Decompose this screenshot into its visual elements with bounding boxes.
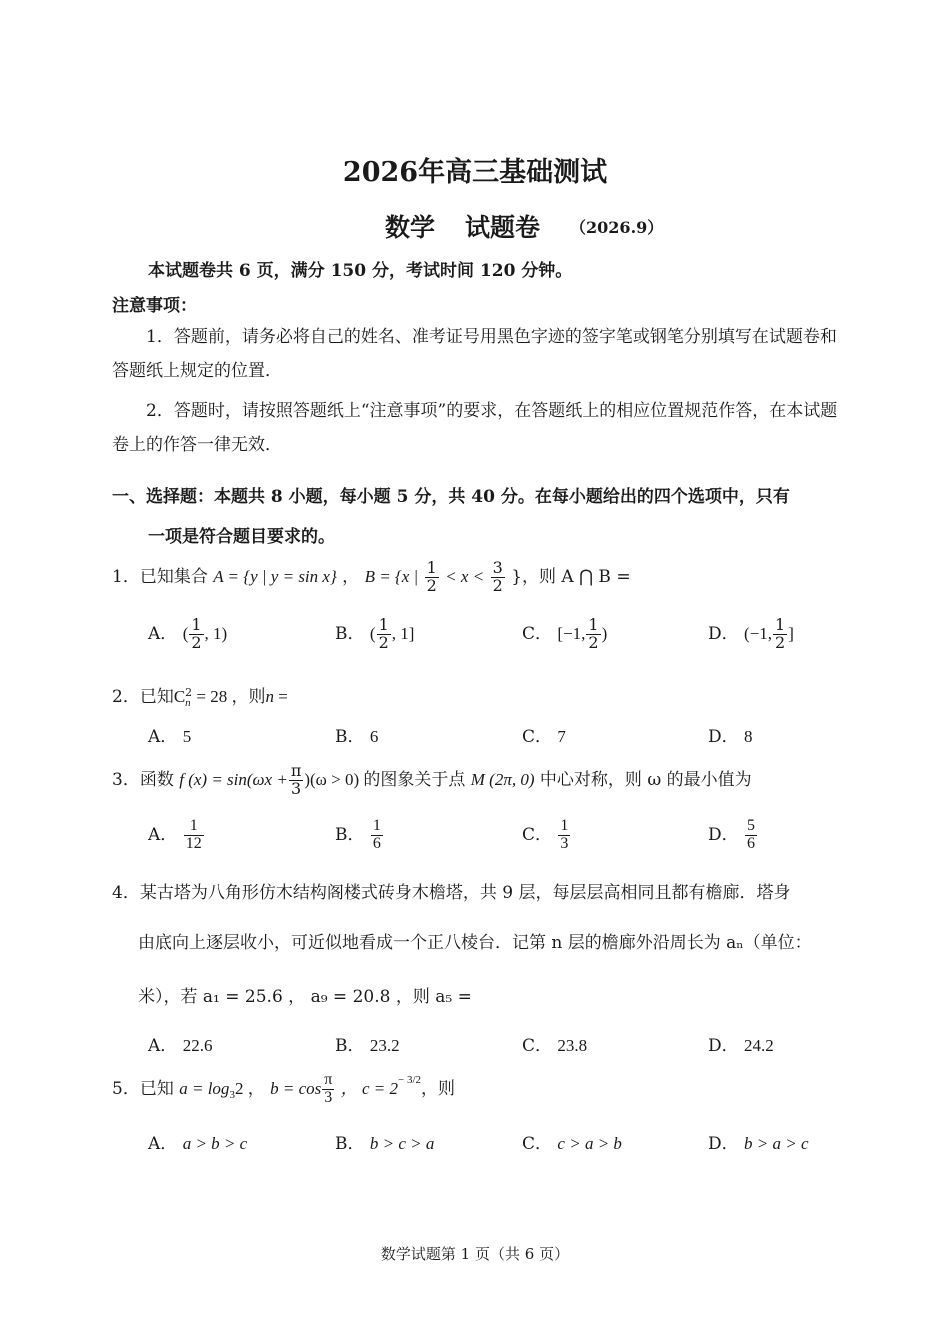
q4-option-b: B． 23.2 [335,1036,400,1056]
exam-date: （2026.9） [570,218,664,237]
q3-option-c: C． $\frac{1}{3}$ [522,817,569,852]
question-5: 5．已知 $a = \log_32$ ， b = cos $\frac{\pi}{3}$ ， $c = 2^{- 3/2}$，则 [112,1071,456,1106]
q2-expr: C [173,687,186,706]
q1-set-a: A = {y | y = sin x} [213,566,337,586]
q1-suffix: }，则 A ⋂ B = [511,566,631,587]
q3-option-a: A． $\frac{1}{12}$ [148,817,202,852]
q5-option-c: C． c > a > b [522,1134,622,1154]
q2-option-c: C． 7 [522,727,566,747]
q1-option-d: D． (−1, $\frac{1}{2}$ ] [708,615,794,652]
q5-c-expr: ， c = 2 [340,1078,398,1098]
section-heading-line2: 一项是符合题目要求的。 [148,527,335,547]
q3-option-d: D． $\frac{5}{6}$ [708,817,756,852]
q1-frac-1: $\frac{1}{2}$ [426,558,437,595]
q4-option-d: D． 24.2 [708,1036,774,1056]
q1-frac-2: $\frac{3}{2}$ [492,558,503,595]
q1-set-b-mid: < x < [445,566,485,586]
q3-option-b: B． $\frac{1}{6}$ [335,817,381,852]
q5-option-b: B． b > c > a [335,1134,435,1154]
q2-option-d: D． 8 [708,727,753,747]
q2-option-b: B． 6 [335,727,379,747]
q4-option-a: A． 22.6 [148,1036,213,1056]
exam-summary: 本试题卷共 6 页，满分 150 分，考试时间 120 分钟。 [148,261,573,281]
q1-set-b-left: B = {x | [364,566,419,586]
notice-item-2: 2．答题时，请按照答题纸上“注意事项”的要求，在答题纸上的相应位置规范作答，在本试题卷上的作答一律无效． [112,401,838,455]
q1-prefix: 1．已知集合 [112,566,208,587]
question-3: 3．函数 f (x) = sin(ωx + $\frac{\pi}{3}$ )(ω > 0) 的图象关于点 M (2π, 0) 中心对称，则 ω 的最小值为 [112,761,752,798]
q3-prefix: 3．函数 [112,769,174,790]
question-4-line-1: 4．某古塔为八角形仿木结构阁楼式砖身木檐塔，共 9 层，每层层高相同且都有檐廊．塔身 [112,883,791,903]
q2-option-a: A． 5 [148,727,192,747]
question-2: 2．已知C 2 n = 28 ，则n = [112,685,288,709]
q3-func: f (x) = sin(ωx + [179,769,288,789]
question-4-line-3: 米），若 a₁ = 25.6 ， a₉ = 20.8 ，则 a₅ = [138,987,472,1007]
paper-label: 试题卷 [465,213,541,242]
q5-option-a: A． a > b > c [148,1134,248,1154]
notice-heading: 注意事项： [112,296,197,316]
q5-a-expr: a = log [179,1078,230,1098]
notice-item-1: 1．答题前，请务必将自己的姓名、准考证号用黑色字迹的签字笔或钢笔分别填写在试题卷和答题纸上规定的位置． [112,327,837,381]
q5-option-d: D． b > a > c [708,1134,809,1154]
exam-title: 2026年高三基础测试 [342,157,608,188]
q3-frac: $\frac{\pi}{3}$ [290,761,302,798]
subject-label: 数学 [385,213,436,242]
q1-option-b: B． ( $\frac{1}{2}$ , 1] [335,615,415,652]
question-1: 1．已知集合 A = {y | y = sin x} ， B = {x | $\frac{1}{2}$ < x < $\frac{3}{2}$ }，则 A ⋂ B = [112,558,631,595]
q5-c-exponent: − 3/2 [398,1074,422,1087]
q5-suffix: ，则 [421,1078,456,1099]
q1-option-c: C． [−1, $\frac{1}{2}$ ) [522,615,608,652]
q3-suffix: 中心对称，则 ω 的最小值为 [539,769,752,790]
exam-subtitle [385,208,663,244]
q1-option-a: A． ( $\frac{1}{2}$ , 1) [148,615,228,652]
q5-prefix: 5．已知 [112,1078,174,1099]
q3-point: M (2π, 0) [470,769,535,789]
section-heading-line1: 一、选择题：本题共 8 小题，每小题 5 分，共 40 分。在每小题给出的四个选项中，只有 [112,487,790,507]
page-footer: 数学试题第 1 页（共 6 页） [380,1245,570,1263]
q4-option-c: C． 23.8 [522,1036,588,1056]
question-4-line-2: 由底向上逐层收小，可近似地看成一个正八棱台．记第 n 层的檐廊外沿周长为 aₙ（单位： [138,933,812,953]
q5-b-expr: b = cos [270,1078,322,1098]
q2-prefix: 2．已知 [112,687,174,707]
q5-b-frac: $\frac{\pi}{3}$ [324,1071,333,1106]
